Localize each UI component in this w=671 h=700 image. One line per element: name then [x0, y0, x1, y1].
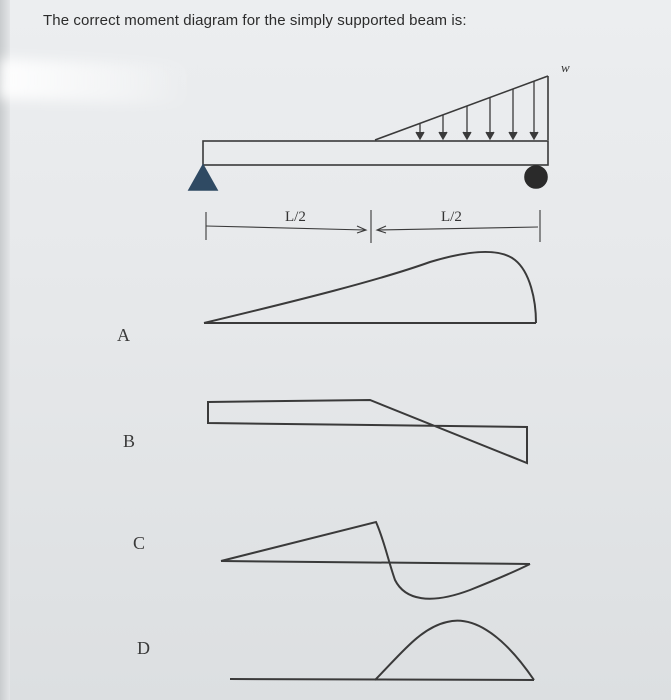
- span-label-left: L/2: [285, 209, 306, 225]
- beam-figure: [189, 60, 570, 243]
- beam-rectangle: [203, 141, 548, 165]
- option-label-c: C: [133, 533, 146, 553]
- span-label-right: L/2: [441, 209, 462, 225]
- question-text: The correct moment diagram for the simply supported beam is:: [43, 12, 467, 29]
- roller-support: [525, 166, 547, 188]
- option-label-b: B: [123, 431, 136, 451]
- option-b-diagram: [208, 400, 527, 463]
- load-label-w: w: [561, 60, 570, 75]
- dimension-lines: [206, 210, 540, 243]
- option-c-diagram: [221, 522, 530, 599]
- load-arrows: [416, 81, 538, 139]
- option-d-diagram: [230, 621, 534, 680]
- option-a-diagram: [204, 252, 536, 323]
- option-label-d: D: [137, 638, 150, 658]
- pin-support: [189, 165, 217, 190]
- distributed-load: [375, 76, 548, 140]
- option-label-a: A: [117, 325, 130, 345]
